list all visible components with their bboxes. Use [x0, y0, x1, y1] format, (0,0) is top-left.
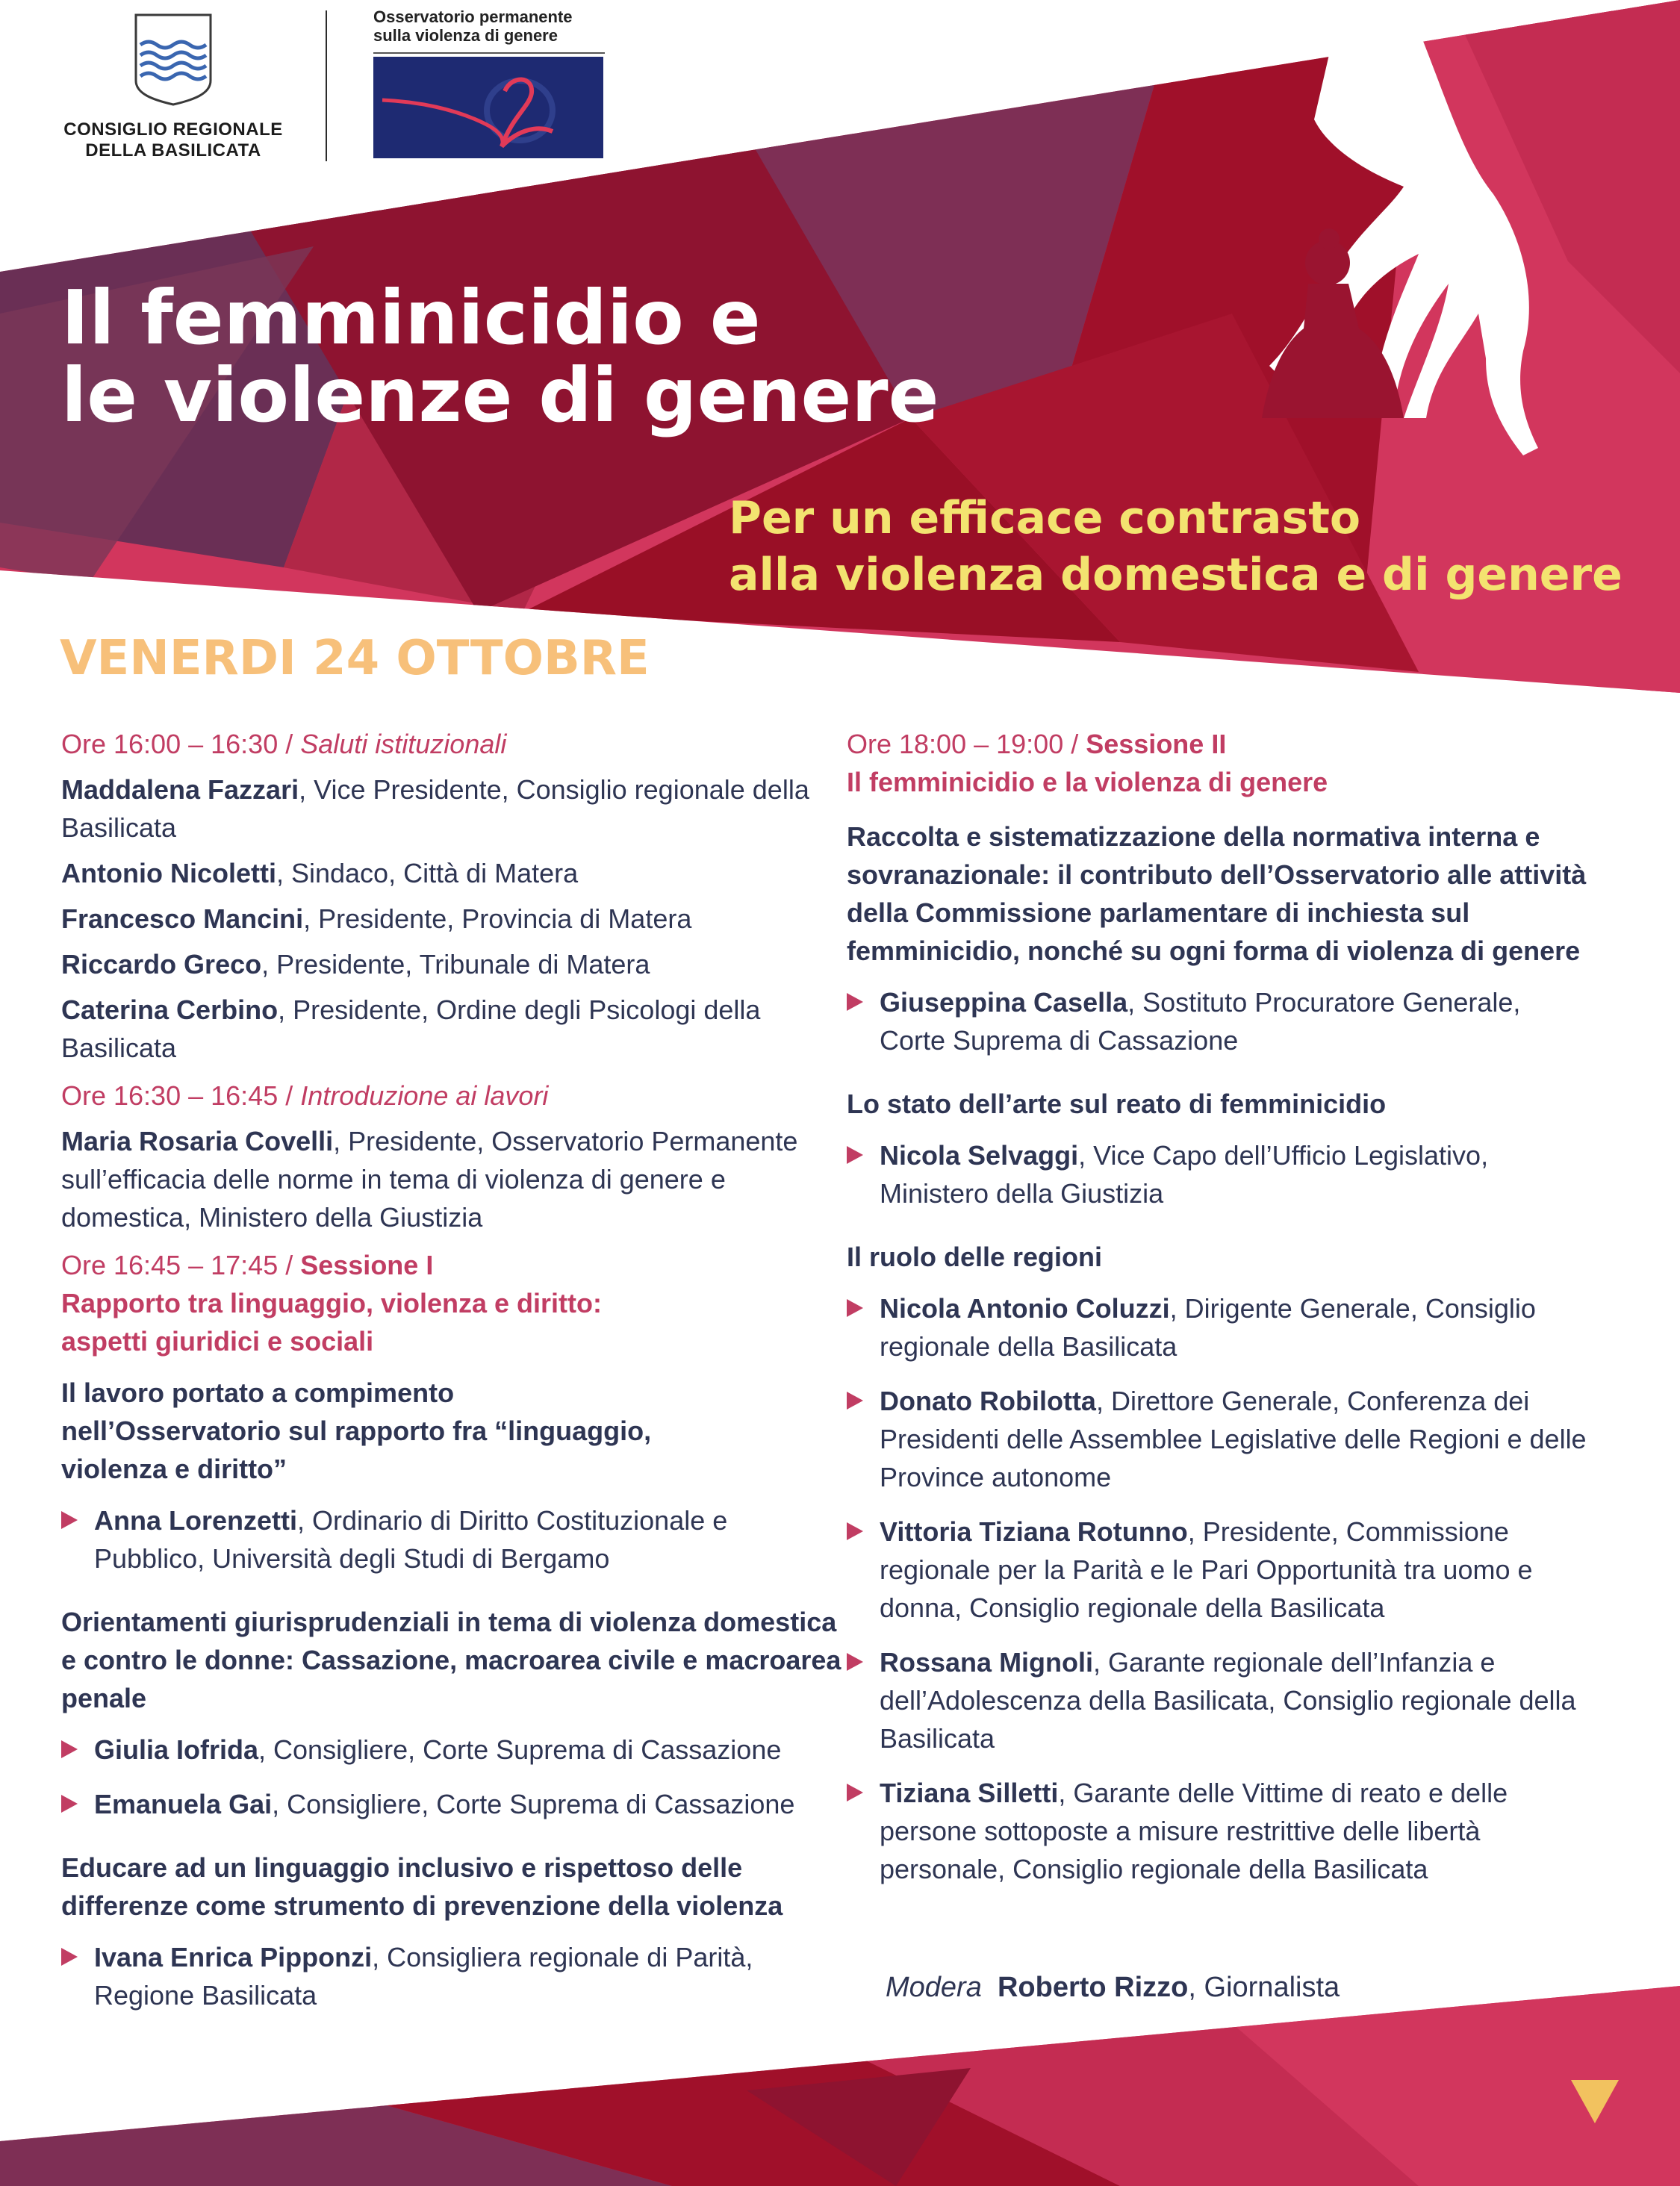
council-name: CONSIGLIO REGIONALE DELLA BASILICATA — [63, 119, 283, 161]
topic-heading: Educare ad un linguaggio inclusivo e rispettoso delle differenze come strumento di prevenzione della violenza — [61, 1852, 783, 1921]
observatory-name: Osservatorio permanente sulla violenza di genere — [373, 7, 573, 45]
observatory-ribbon-logo-icon — [373, 57, 603, 158]
topic-heading: Orientamenti giurisprudenziali in tema di violenza domestica e contro le donne: Cassazione, macroarea civile e macroarea penale — [61, 1607, 841, 1713]
speaker-entry: Vittoria Tiziana Rotunno, Presidente, Commissione regionale per la Parità e le Pari Opportunità tra uomo e donna, Consiglio regionale della Basilicata — [847, 1513, 1593, 1627]
speaker-entry: Riccardo Greco, Presidente, Tribunale di Matera — [61, 949, 650, 980]
speaker-entry: Ivana Enrica Pipponzi, Consigliera regionale di Parità, Regione Basilicata — [61, 1938, 845, 2014]
speaker-entry: Maria Rosaria Covelli, Presidente, Osservatorio Permanente sull’efficacia delle norme in tema di violenza di genere e domestica, Ministero della Giustizia — [61, 1126, 798, 1233]
session-time-header: Ore 16:30 – 16:45 / Introduzione ai lavori — [61, 1080, 549, 1111]
speaker-entry: Giuseppina Casella, Sostituto Procuratore Generale, Corte Suprema di Cassazione — [847, 983, 1593, 1059]
topic-heading: Il lavoro portato a compimento nell’Osservatorio sul rapporto fra “linguaggio, violenza e diritto” — [61, 1377, 652, 1484]
event-subtitle: Per un efficace contrasto alla violenza domestica e di genere — [729, 492, 1623, 601]
speaker-entry: Emanuela Gai, Consigliere, Corte Suprema di Cassazione — [61, 1785, 845, 1823]
speaker-entry: Rossana Mignoli, Garante regionale dell’Infanzia e dell’Adolescenza della Basilicata, Consiglio regionale della Basilicata — [847, 1643, 1593, 1757]
moderator-line: Modera Roberto Rizzo, Giornalista — [886, 1972, 1340, 2003]
topic-heading: Il ruolo delle regioni — [847, 1242, 1103, 1272]
speaker-entry: Anna Lorenzetti, Ordinario di Diritto Costituzionale e Pubblico, Università degli Studi di Bergamo — [61, 1501, 845, 1578]
session-time-header: Ore 16:45 – 17:45 / Sessione I — [61, 1250, 434, 1280]
down-triangle-icon — [1571, 2080, 1619, 2123]
observatory-rule — [373, 52, 605, 54]
speaker-entry: Maddalena Fazzari, Vice Presidente, Consiglio regionale della Basilicata — [61, 774, 809, 843]
program-right-column — [847, 726, 1593, 1888]
speaker-entry: Francesco Mancini, Presidente, Provincia di Matera — [61, 903, 692, 934]
topic-heading: Lo stato dell’arte sul reato di femminicidio — [847, 1089, 1387, 1119]
speaker-entry: Giulia Iofrida, Consigliere, Corte Suprema di Cassazione — [61, 1731, 845, 1769]
session-title: Il femminicidio e la violenza di genere — [847, 767, 1328, 797]
program-left-column — [61, 726, 845, 2014]
session-time-header: Ore 16:00 – 16:30 / Saluti istituzionali — [61, 729, 507, 759]
speaker-entry: Donato Robilotta, Direttore Generale, Conferenza dei Presidenti delle Assemblee Legislative delle Regioni e delle Province autonome — [847, 1382, 1593, 1496]
topic-heading: Raccolta e sistematizzazione della normativa interna e sovranazionale: il contributo dell’Osservatorio alle attività della Commissione parlamentare di inchiesta sul femminicidio, nonché su ogni forma di violenza di genere — [847, 821, 1587, 966]
speaker-entry: Nicola Antonio Coluzzi, Dirigente Generale, Consiglio regionale della Basilicata — [847, 1289, 1593, 1366]
event-date: VENERDI 24 OTTOBRE — [60, 631, 650, 686]
session-title: Rapporto tra linguaggio, violenza e diritto: aspetti giuridici e sociali — [61, 1288, 603, 1357]
speaker-list — [61, 770, 845, 1067]
header-divider — [326, 10, 327, 161]
session-time-header: Ore 18:00 – 19:00 / Sessione II — [847, 729, 1227, 759]
event-title: Il femminicidio e le violenze di genere — [61, 274, 939, 439]
basilicata-coat-of-arms-icon — [133, 12, 214, 106]
speaker-entry: Tiziana Silletti, Garante delle Vittime di reato e delle persone sottoposte a misure restrittive delle libertà personale, Consiglio regionale della Basilicata — [847, 1774, 1593, 1888]
speaker-entry: Nicola Selvaggi, Vice Capo dell’Ufficio Legislativo, Ministero della Giustizia — [847, 1136, 1593, 1212]
speaker-entry: Antonio Nicoletti, Sindaco, Città di Matera — [61, 858, 579, 888]
speaker-entry: Caterina Cerbino, Presidente, Ordine degli Psicologi della Basilicata — [61, 994, 761, 1063]
